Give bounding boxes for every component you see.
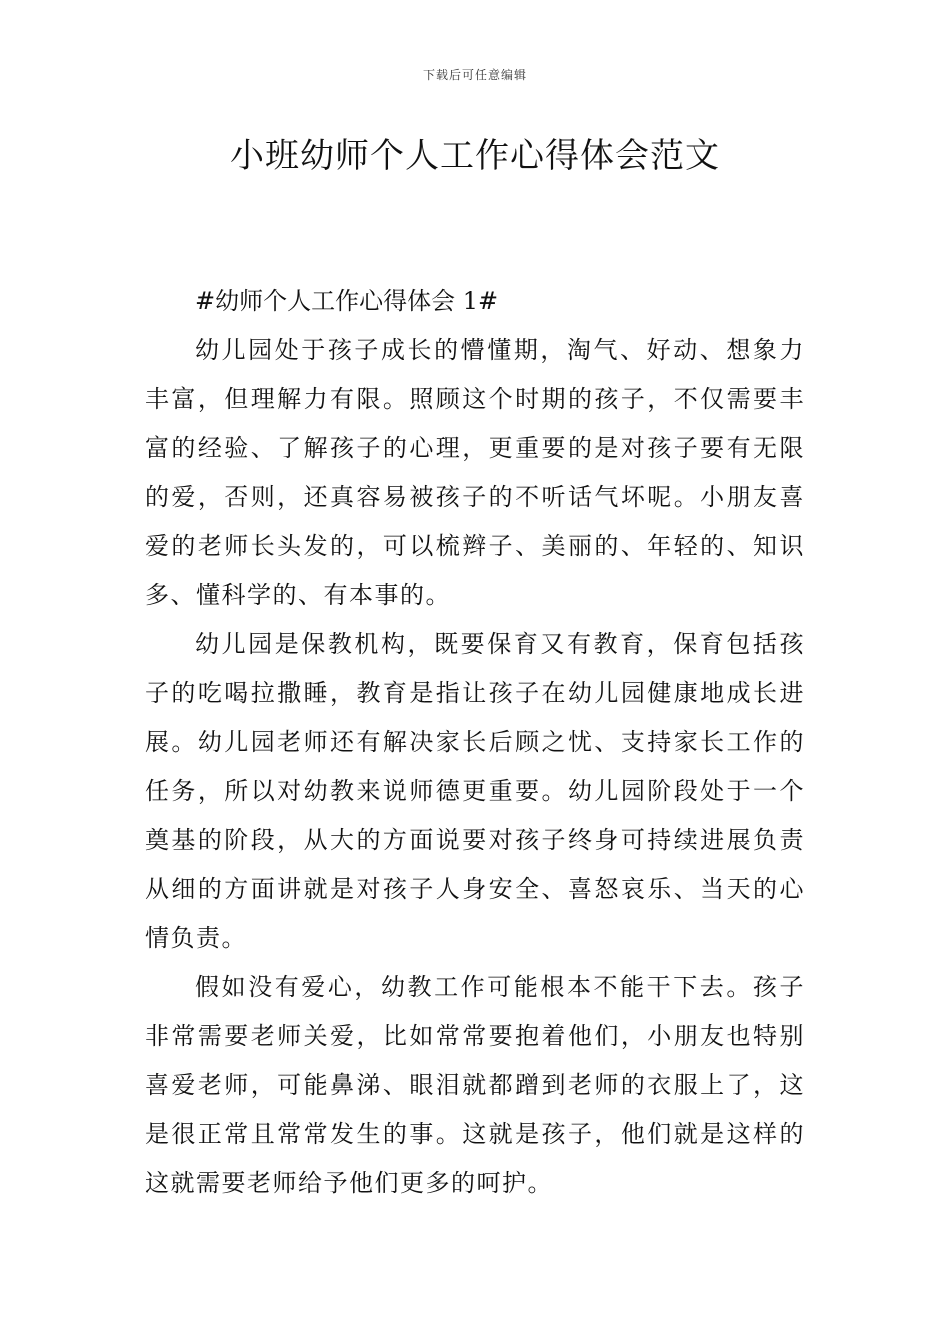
document-title: 小班幼师个人工作心得体会范文: [230, 136, 720, 176]
header-note: 下载后可任意编辑: [422, 68, 527, 82]
paragraph-3: 假如没有爱心，幼教工作可能根本不能干下去。孩子非常需要老师关爱，比如常常要抱着他们，小朋友也特别喜爱老师，可能鼻涕、眼泪就都蹭到老师的衣服上了，这是很正常且常常发生的事。这就是孩子，他们就是这样的这就需要老师给予他们更多的呵护。: [145, 973, 805, 1197]
paragraph-2: 幼儿园是保教机构，既要保育又有教育，保育包括孩子的吃喝拉撒睡，教育是指让孩子在幼儿园健康地成长进展。幼儿园老师还有解决家长后顾之忧、支持家长工作的任务，所以对幼教来说师德更重要。幼儿园阶段处于一个奠基的阶段，从大的方面说要对孩子终身可持续进展负责从细的方面讲就是对孩子人身安全、喜怒哀乐、当天的心情负责。: [145, 630, 805, 952]
document-body: [145, 277, 805, 1208]
section-heading: #幼师个人工作心得体会 1#: [195, 287, 499, 315]
paragraph-1: 幼儿园处于孩子成长的懵懂期，淘气、好动、想象力丰富，但理解力有限。照顾这个时期的孩子，不仅需要丰富的经验、了解孩子的心理，更重要的是对孩子要有无限的爱，否则，还真容易被孩子的不听话气坏呢。小朋友喜爱的老师长头发的，可以梳辫子、美丽的、年轻的、知识多、懂科学的、有本事的。: [145, 336, 805, 609]
